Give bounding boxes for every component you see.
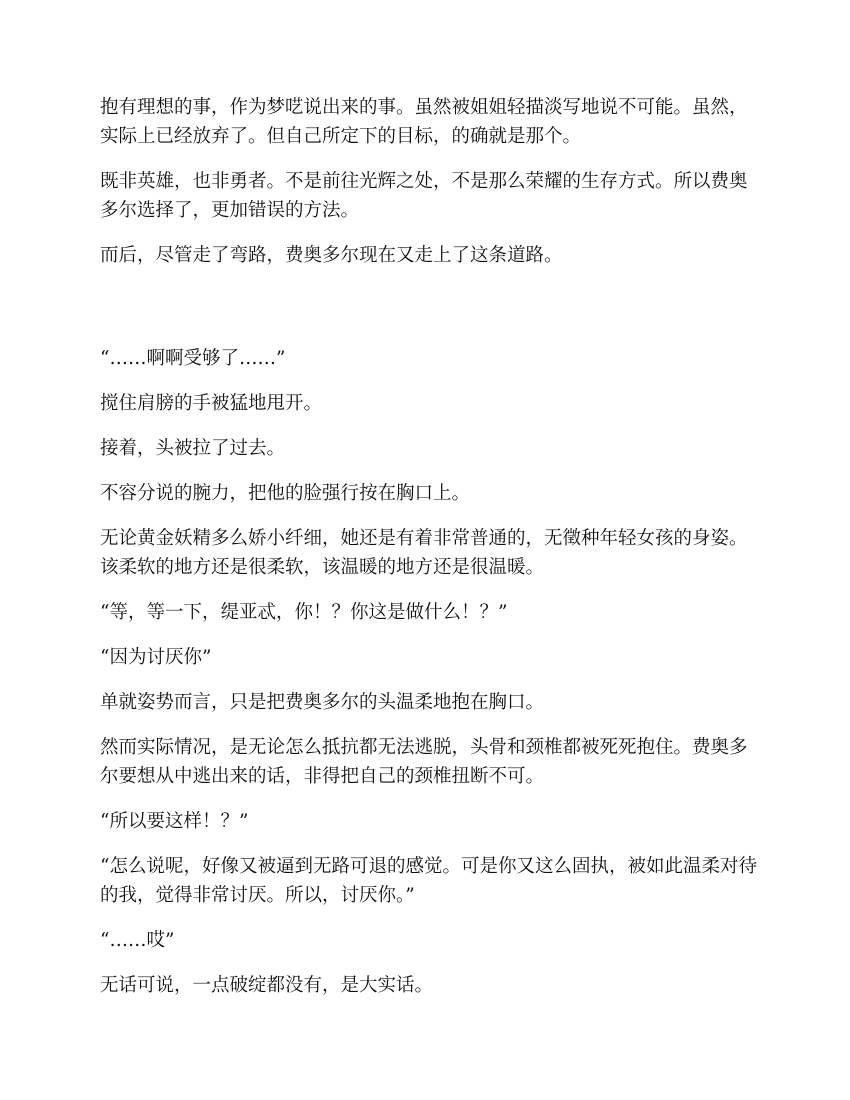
paragraph-10: “因为讨厌你”	[100, 647, 212, 668]
paragraph-6: 接着，头被拉了过去。	[100, 438, 286, 459]
paragraph-16: 无话可说，一点破绽都没有，是大实话。	[100, 975, 434, 996]
paragraph-3: 而后，尽管走了弯路，费奥多尔现在又走上了这条道路。	[100, 245, 563, 266]
paragraph-8: 无论黄金妖精多么娇小纤细，她还是有着非常普通的，无徵种年轻女孩的身姿。该柔软的地方还是很柔软，该温暖的地方还是很温暖。	[100, 528, 748, 578]
paragraph-2: 既非英雄，也非勇者。不是前往光辉之处，不是那么荣耀的生存方式。所以费奥多尔选择了，更加错误的方法。	[100, 171, 748, 221]
paragraph-15: “……哎”	[100, 930, 175, 951]
paragraph-11: 单就姿势而言，只是把费奥多尔的头温柔地抱在胸口。	[100, 692, 545, 713]
paragraph-1: 抱有理想的事，作为梦呓说出来的事。虽然被姐姐轻描淡写地说不可能。虽然，实际上已经放弃了。但自己所定下的目标，的确就是那个。	[100, 97, 748, 147]
document-page	[100, 93, 760, 1016]
paragraph-5: 搅住肩膀的手被猛地甩开。	[100, 393, 323, 414]
paragraph-7: 不容分说的腕力，把他的脸强行按在胸口上。	[100, 483, 471, 504]
paragraph-9: “等，等一下，缇亚忒，你！？你这是做什么！？”	[100, 602, 508, 623]
paragraph-13: “所以要这样！？”	[100, 811, 249, 832]
paragraph-4: “……啊啊受够了……”	[100, 348, 286, 369]
scene-break	[100, 286, 760, 344]
paragraph-12: 然而实际情况，是无论怎么抵抗都无法逃脱，头骨和颈椎都被死死抱住。费奥多尔要想从中逃出来的话，非得把自己的颈椎扭断不可。	[100, 737, 748, 787]
paragraph-14: “怎么说呢，好像又被逼到无路可退的感觉。可是你又这么固执，被如此温柔对待的我，觉得非常讨厌。所以，讨厌你。”	[100, 856, 757, 906]
